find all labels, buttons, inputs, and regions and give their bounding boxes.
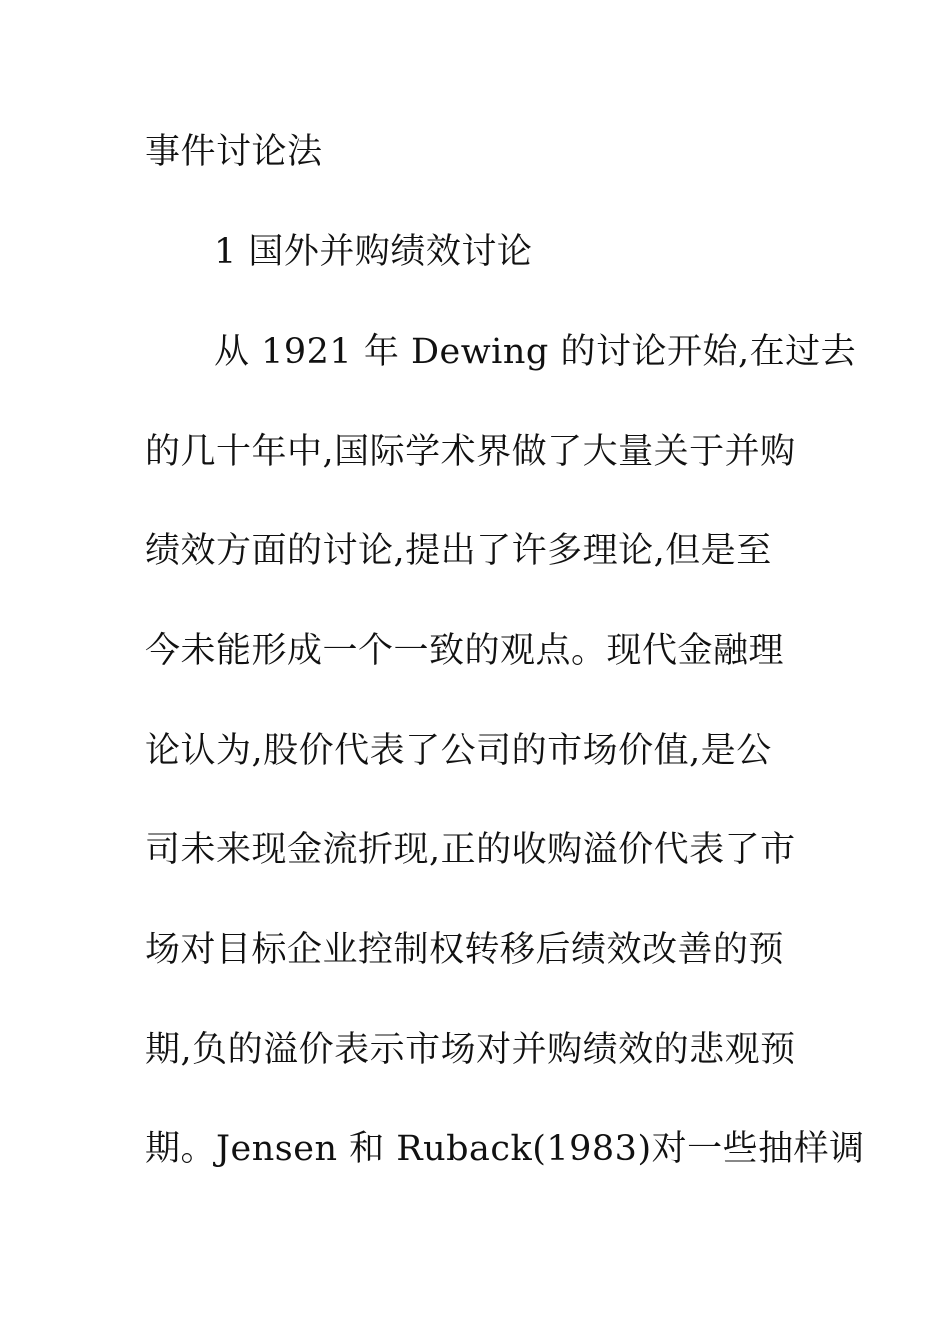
paragraph-line-9: 期。Jensen 和 Ruback(1983)对一些抽样调 bbox=[145, 1129, 865, 1169]
paragraph-line-2: 的几十年中,国际学术界做了大量关于并购 bbox=[145, 432, 796, 472]
paragraph-line-7: 场对目标企业控制权转移后绩效改善的预 bbox=[145, 930, 785, 970]
paragraph-line-4: 今未能形成一个一致的观点。现代金融理 bbox=[145, 631, 785, 671]
section-heading-fragment: 事件讨论法 bbox=[145, 132, 323, 172]
paragraph-line-6: 司未来现金流折现,正的收购溢价代表了市 bbox=[145, 830, 796, 870]
paragraph-line-8: 期,负的溢价表示市场对并购绩效的悲观预 bbox=[145, 1030, 796, 1070]
subsection-heading: 1 国外并购绩效讨论 bbox=[214, 232, 533, 272]
paragraph-line-3: 绩效方面的讨论,提出了许多理论,但是至 bbox=[145, 531, 772, 571]
paragraph-line-5: 论认为,股价代表了公司的市场价值,是公 bbox=[145, 731, 772, 771]
paragraph-line-1: 从 1921 年 Dewing 的讨论开始,在过去 bbox=[214, 332, 857, 372]
